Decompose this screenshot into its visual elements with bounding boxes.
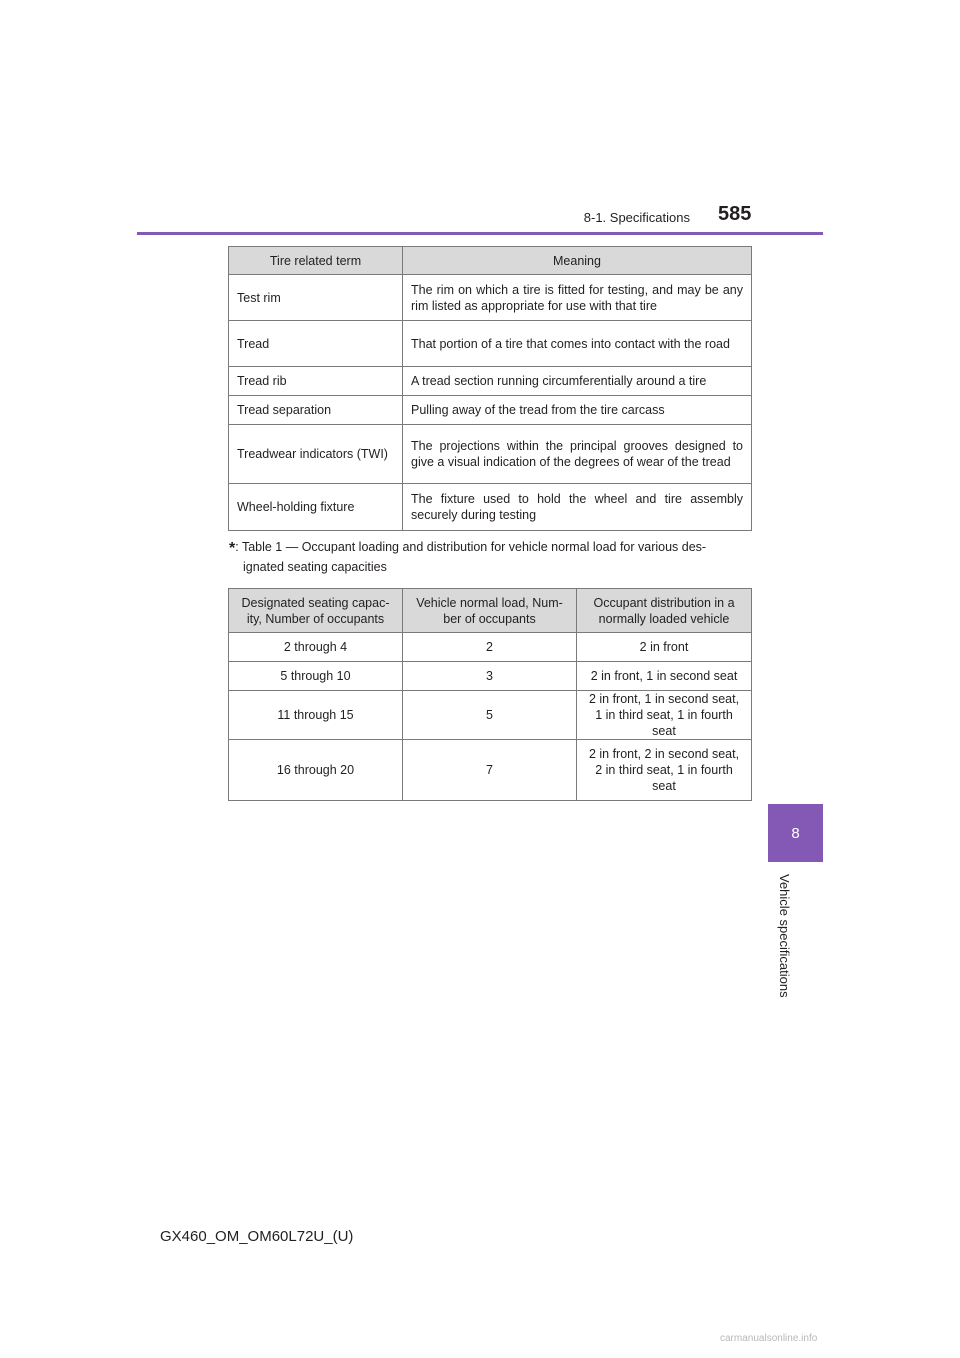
table-footnote	[229, 538, 759, 576]
table-row	[229, 275, 752, 321]
term-cell: Tread rib	[229, 367, 403, 396]
footnote-line-1: : Table 1 — Occupant loading and distribution for vehicle normal load for various des-	[235, 540, 707, 554]
column-header-meaning: Meaning	[403, 247, 752, 275]
column-header-normal-load: Vehicle normal load, Num-ber of occupants	[403, 589, 577, 633]
table-row	[229, 367, 752, 396]
meaning-cell: The fixture used to hold the wheel and tire assembly securely during testing	[403, 484, 752, 531]
distribution-cell: 2 in front, 1 in second seat, 1 in third seat, 1 in fourth seat	[577, 691, 752, 740]
page-number: 585	[718, 203, 752, 225]
table-row	[229, 662, 752, 691]
meaning-cell: The rim on which a tire is fitted for testing, and may be any rim listed as appropriate for use with that tire	[403, 275, 752, 321]
capacity-cell: 2 through 4	[229, 633, 403, 662]
table-row	[229, 633, 752, 662]
capacity-cell: 16 through 20	[229, 740, 403, 801]
load-cell: 7	[403, 740, 577, 801]
table-row	[229, 321, 752, 367]
chapter-number: 8	[791, 824, 800, 842]
chapter-title: Vehicle specifications	[777, 874, 792, 998]
column-header-distribution: Occupant distribution in a normally loaded vehicle	[577, 589, 752, 633]
meaning-cell: Pulling away of the tread from the tire carcass	[403, 396, 752, 425]
occupant-loading-table	[228, 588, 752, 801]
footnote-marker: *	[229, 540, 236, 557]
watermark: carmanualsonline.info	[720, 1333, 818, 1344]
distribution-cell: 2 in front, 1 in second seat	[577, 662, 752, 691]
meaning-cell: A tread section running circumferentially around a tire	[403, 367, 752, 396]
term-cell: Treadwear indicators (TWI)	[229, 425, 403, 484]
distribution-cell: 2 in front, 2 in second seat, 2 in third seat, 1 in fourth seat	[577, 740, 752, 801]
column-header-term: Tire related term	[229, 247, 403, 275]
load-cell: 5	[403, 691, 577, 740]
meaning-cell: That portion of a tire that comes into contact with the road	[403, 321, 752, 367]
distribution-cell: 2 in front	[577, 633, 752, 662]
column-header-capacity: Designated seating capac-ity, Number of occupants	[229, 589, 403, 633]
table-row	[229, 691, 752, 740]
tire-terms-table	[228, 246, 752, 531]
chapter-tab[interactable]	[768, 804, 823, 862]
header-divider	[137, 232, 823, 235]
term-cell: Test rim	[229, 275, 403, 321]
table-row	[229, 740, 752, 801]
table-row	[229, 484, 752, 531]
term-cell: Tread	[229, 321, 403, 367]
load-cell: 2	[403, 633, 577, 662]
meaning-cell: The projections within the principal grooves designed to give a visual indication of the degrees of wear of the tread	[403, 425, 752, 484]
footnote-line-2: ignated seating capacities	[243, 560, 387, 574]
term-cell: Tread separation	[229, 396, 403, 425]
capacity-cell: 5 through 10	[229, 662, 403, 691]
table-row	[229, 396, 752, 425]
capacity-cell: 11 through 15	[229, 691, 403, 740]
document-code: GX460_OM_OM60L72U_(U)	[160, 1228, 354, 1245]
term-cell: Wheel-holding fixture	[229, 484, 403, 531]
section-title: 8-1. Specifications	[583, 210, 690, 225]
load-cell: 3	[403, 662, 577, 691]
table-row	[229, 425, 752, 484]
